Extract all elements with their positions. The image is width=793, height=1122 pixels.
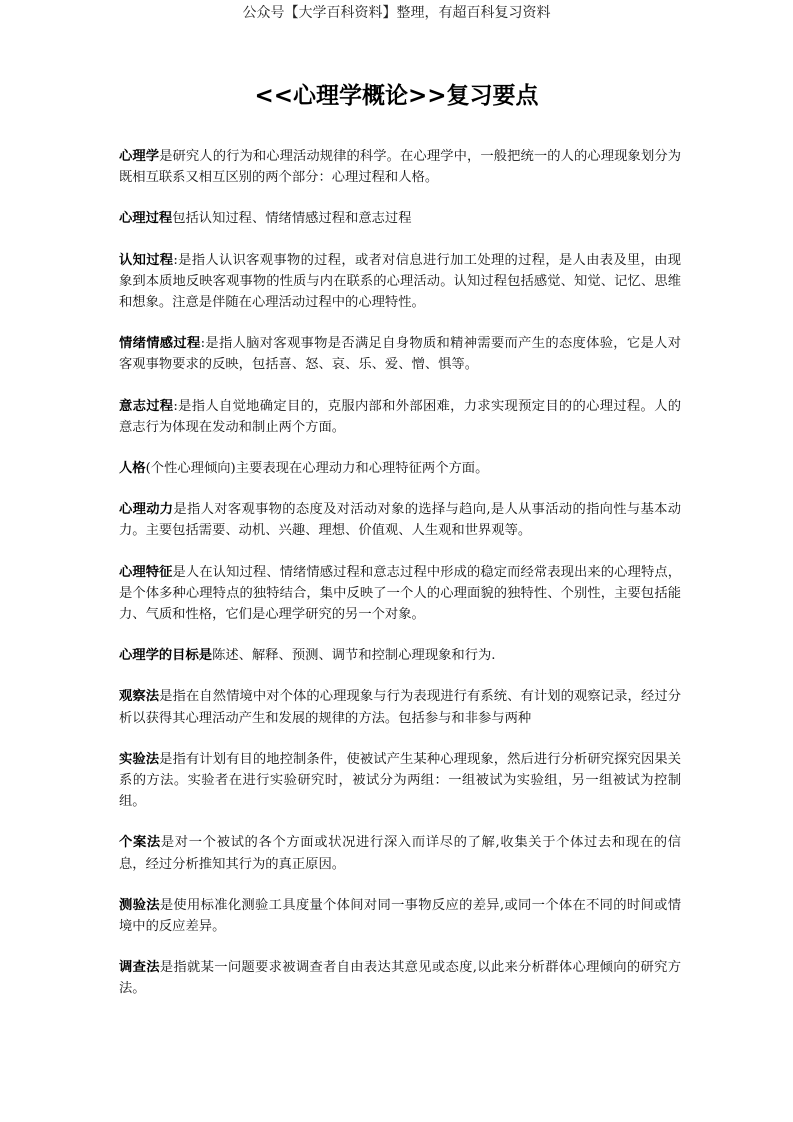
section-experiment-method <box>119 749 681 813</box>
section-term: 实验法 <box>119 751 160 767</box>
section-text: :是指人认识客观事物的过程，或者对信息进行加工处理的过程，是人由表及里，由现象到本质地反映客观事物的性质与内在联系的心理活动。认知过程包括感觉、知觉、记忆、思维和想象。注意是伴随在心理活动过程中的心理特性。 <box>119 252 682 311</box>
section-text: (个性心理倾向)主要表现在心理动力和心理特征两个方面。 <box>145 461 489 477</box>
section-survey-method <box>119 957 681 999</box>
section-observation-method <box>119 686 681 728</box>
section-term: 测验法 <box>119 897 160 913</box>
section-goals <box>119 645 681 666</box>
section-text: 是指有计划有目的地控制条件，使被试产生某种心理现象，然后进行分析研究探究因果关系的方法。实验者在进行实验研究时，被试分为两组：一组被试为实验组，另一组被试为控制组。 <box>119 751 682 810</box>
section-term: 意志过程 <box>119 398 174 414</box>
section-text: 陈述、解释、预测、调节和控制心理现象和行为. <box>212 648 496 664</box>
page-header: 公众号【大学百科资料】整理，有超百科复习资料 <box>242 5 551 21</box>
section-emotion-process <box>119 333 681 375</box>
section-term: 人格 <box>119 461 146 477</box>
section-text: :是指人自觉地确定目的，克服内部和外部困难，力求实现预定目的的心理过程。人的意志行为体现在发动和制止两个方面。 <box>119 398 682 435</box>
section-case-method <box>119 832 681 874</box>
section-term: 心理动力 <box>119 502 174 518</box>
section-text: 是使用标准化测验工具度量个体间对同一事物反应的差异,或同一个体在不同的时间或情境中的反应差异。 <box>119 897 681 935</box>
section-term: 心理学的目标是 <box>119 648 213 664</box>
section-text: :是指人脑对客观事物是否满足自身物质和精神需要而产生的态度体验，它是人对客观事物要求的反映，包括喜、怒、哀、乐、爱、憎、惧等。 <box>119 336 682 373</box>
section-text: 包括认知过程、情绪情感过程和意志过程 <box>172 211 412 227</box>
section-test-method <box>119 895 681 937</box>
section-psychology <box>119 146 681 188</box>
section-term: 心理过程 <box>119 211 173 227</box>
section-mental-dynamics <box>119 499 681 541</box>
document-title: <<心理学概论>>复习要点 <box>254 83 539 109</box>
section-term: 心理特征 <box>119 564 173 580</box>
section-text: 是指在自然情境中对个体的心理现象与行为表现进行有系统、有计划的观察记录，经过分析以获得其心理活动产生和发展的规律的方法。包括参与和非参与两种 <box>119 689 682 726</box>
section-mental-process <box>119 208 681 229</box>
section-term: 情绪情感过程 <box>119 336 201 352</box>
section-personality <box>119 458 681 479</box>
section-term: 调查法 <box>119 960 160 976</box>
section-cognitive-process <box>119 250 681 314</box>
section-term: 心理学 <box>119 149 160 164</box>
section-text: 是研究人的行为和心理活动规律的科学。在心理学中，一般把统一的人的心理现象划分为既相互联系又相互区别的两个部分：心理过程和人格。 <box>119 149 682 186</box>
section-will-process <box>119 396 681 438</box>
section-text: 是人在认知过程、情绪情感过程和意志过程中形成的稳定而经常表现出来的心理特点，是个体多种心理特点的独特结合，集中反映了一个人的心理面貌的独特性、个别性，主要包括能力、气质和性格，它们是心理学研究的另一个对象。 <box>119 564 682 623</box>
section-text: 是指人对客观事物的态度及对活动对象的选择与趋向,是人从事活动的指向性与基本动力。主要包括需要、动机、兴趣、理想、价值观、人生观和世界观等。 <box>119 502 681 539</box>
document-body <box>119 146 681 1020</box>
section-text: 是指就某一问题要求被调查者自由表达其意见或态度,以此来分析群体心理倾向的研究方法。 <box>119 960 681 997</box>
section-text: 是对一个被试的各个方面或状况进行深入而详尽的了解,收集关于个体过去和现在的信息，经过分析推知其行为的真正原因。 <box>119 835 682 872</box>
section-term: 认知过程 <box>119 252 174 268</box>
section-term: 个案法 <box>119 835 161 851</box>
section-mental-traits <box>119 562 681 626</box>
section-term: 观察法 <box>119 689 160 705</box>
